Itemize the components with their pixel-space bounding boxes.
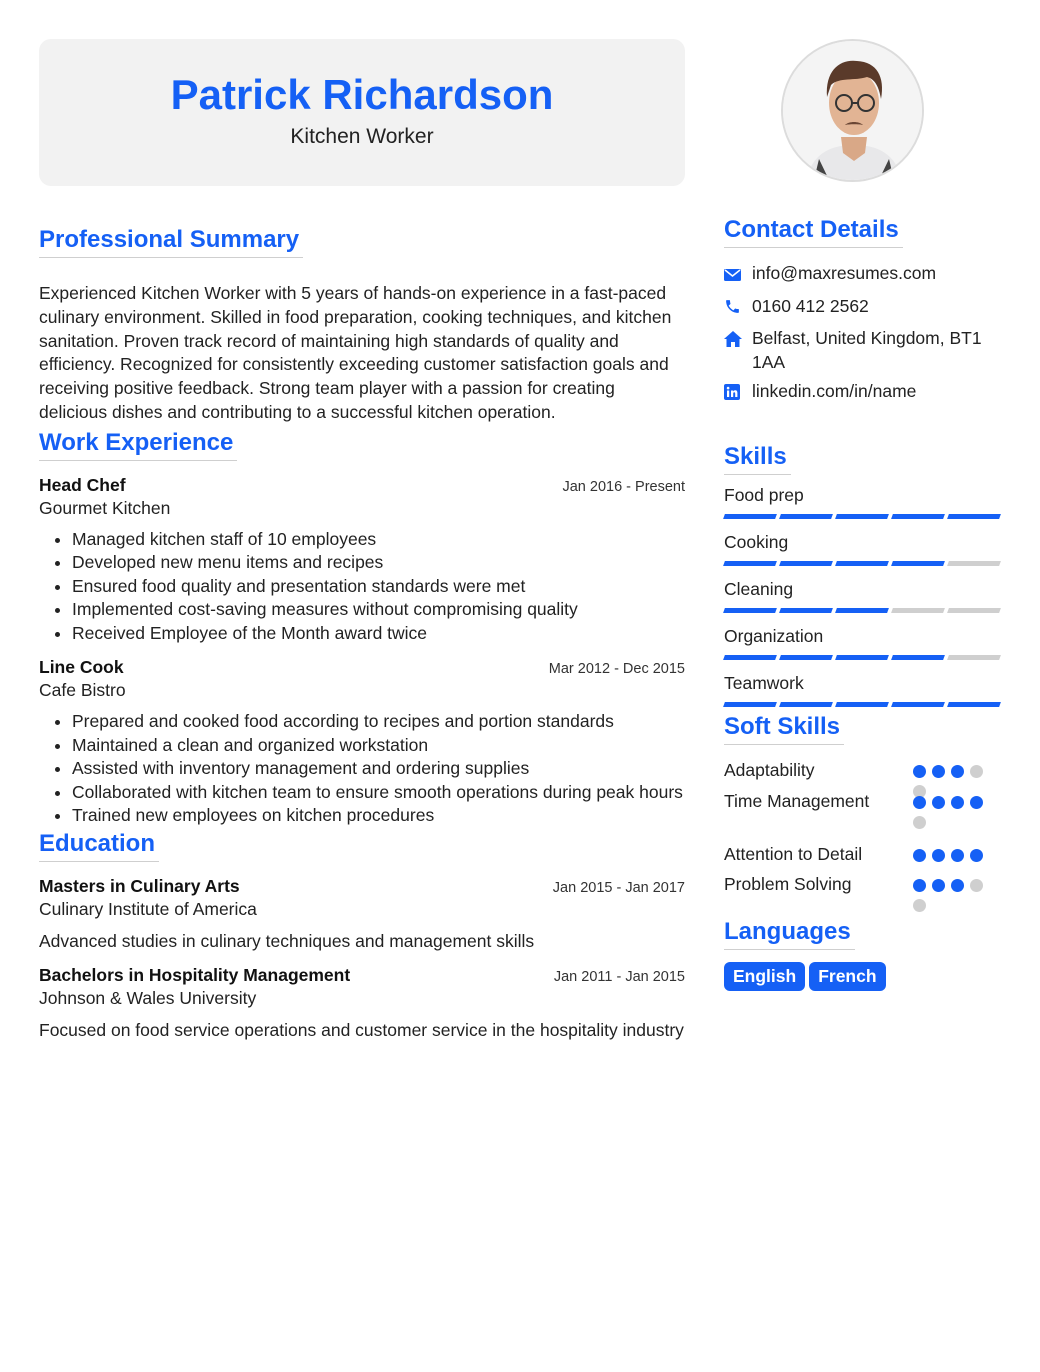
- rating-dot: [970, 796, 983, 809]
- skill-level-bar: [724, 608, 1000, 613]
- rating-dot: [970, 879, 983, 892]
- skill-level-segment: [891, 608, 945, 613]
- job-bullet: • Trained new employees on kitchen procedures: [72, 804, 685, 828]
- soft-skills-list: [724, 760, 1004, 908]
- school: Culinary Institute of America: [39, 898, 257, 919]
- skill-level-segment: [723, 702, 777, 707]
- linkedin-icon: [724, 380, 752, 407]
- soft-skill-item: [724, 874, 1004, 908]
- job-entry: [39, 475, 685, 646]
- skill-level-segment: [779, 514, 833, 519]
- skill-level-bar: [724, 561, 1000, 566]
- languages-list: [724, 962, 1004, 991]
- skill-name: Organization: [724, 625, 824, 646]
- skills-list: [724, 484, 1004, 707]
- contact-email-row: [724, 262, 1004, 289]
- soft-skill-rating: [913, 849, 991, 862]
- rating-dot: [951, 796, 964, 809]
- job-entry: [39, 657, 685, 828]
- skill-level-segment: [723, 561, 777, 566]
- soft-skills-section: [724, 713, 1004, 908]
- soft-skill-rating: [913, 796, 991, 829]
- contact-phone[interactable]: 0160 412 2562: [752, 295, 869, 316]
- skill-level-segment: [779, 561, 833, 566]
- job-bullet: • Ensured food quality and presentation standards were met: [72, 575, 685, 599]
- soft-skill-rating: [913, 879, 991, 912]
- candidate-name: Patrick Richardson: [170, 71, 554, 118]
- education-description: Advanced studies in culinary techniques and management skills: [39, 930, 535, 951]
- job-bullet: • Prepared and cooked food according to recipes and portion standards: [72, 710, 685, 734]
- language-badge: English: [724, 962, 805, 991]
- contact-heading: Contact Details: [724, 216, 903, 248]
- skill-level-segment: [891, 514, 945, 519]
- sidebar-column: [724, 39, 1004, 991]
- summary-heading: Professional Summary: [39, 226, 303, 258]
- job-bullet: • Collaborated with kitchen team to ensure smooth operations during peak hours: [72, 781, 685, 805]
- phone-icon: [724, 295, 752, 322]
- skill-level-segment: [891, 561, 945, 566]
- job-company: Gourmet Kitchen: [39, 497, 171, 518]
- job-bullet: • Managed kitchen staff of 10 employees: [72, 528, 685, 552]
- skill-level-segment: [835, 608, 889, 613]
- skill-level-segment: [835, 561, 889, 566]
- job-bullets: [39, 710, 685, 828]
- skill-level-segment: [723, 655, 777, 660]
- education-entry: [39, 965, 685, 1042]
- job-company: Cafe Bistro: [39, 680, 126, 701]
- rating-dot: [951, 849, 964, 862]
- contact-linkedin[interactable]: linkedin.com/in/name: [752, 381, 917, 401]
- contact-linkedin-row: [724, 380, 1004, 407]
- skill-level-segment: [835, 514, 889, 519]
- degree: Bachelors in Hospitality Management: [39, 964, 351, 985]
- contact-address: Belfast, United Kingdom, BT1 1AA: [752, 328, 982, 372]
- rating-dot: [913, 879, 926, 892]
- skill-level-segment: [947, 561, 1001, 566]
- skill-level-bar: [724, 655, 1000, 660]
- skill-item: [724, 672, 1004, 707]
- avatar-portrait: [783, 41, 924, 182]
- skill-level-segment: [835, 655, 889, 660]
- languages-heading: Languages: [724, 918, 855, 950]
- summary-section: [39, 226, 685, 425]
- rating-dot: [913, 816, 926, 829]
- education-dates: Jan 2015 - Jan 2017: [552, 879, 685, 896]
- job-bullet: • Implemented cost-saving measures without compromising quality: [72, 598, 685, 622]
- skill-level-segment: [947, 655, 1001, 660]
- rating-dot: [951, 765, 964, 778]
- languages-section: [724, 918, 1004, 991]
- contact-address-row: [724, 327, 1004, 374]
- rating-dot: [970, 765, 983, 778]
- skill-item: [724, 578, 1004, 613]
- skill-level-segment: [835, 702, 889, 707]
- summary-text: Experienced Kitchen Worker with 5 years of hands-on experience in a fast-paced culinary environment. Skilled in food preparation, cooking techniques, and kitchen sanitation. Proven track record of maintaining high standards of quality and efficiency. Recognized for consistently exceeding customer satisfaction goals and receiving positive feedback. Strong team player with a passion for creating delicious dishes and contributing to a successful kitchen operation.: [39, 283, 672, 422]
- job-role: Line Cook: [39, 657, 124, 678]
- skill-item: [724, 531, 1004, 566]
- contact-email[interactable]: info@maxresumes.com: [752, 263, 937, 283]
- soft-skill-item: [724, 844, 1004, 874]
- soft-skill-name: Problem Solving: [724, 873, 852, 894]
- experience-section: [39, 429, 685, 828]
- skill-level-segment: [779, 655, 833, 660]
- soft-skill-name: Attention to Detail: [724, 843, 863, 864]
- rating-dot: [913, 765, 926, 778]
- job-dates: Jan 2016 - Present: [562, 478, 685, 495]
- skill-level-segment: [779, 608, 833, 613]
- skill-name: Cooking: [724, 531, 789, 552]
- rating-dot: [932, 849, 945, 862]
- soft-skill-name: Adaptability: [724, 759, 815, 780]
- job-bullet: • Assisted with inventory management and ordering supplies: [72, 757, 685, 781]
- school: Johnson & Wales University: [39, 987, 257, 1008]
- skill-level-segment: [947, 514, 1001, 519]
- skill-level-segment: [947, 608, 1001, 613]
- profile-photo: [781, 39, 924, 182]
- job-bullet: • Maintained a clean and organized workstation: [72, 734, 685, 758]
- skill-name: Teamwork: [724, 672, 804, 693]
- skills-section: [724, 443, 1004, 707]
- language-badge: French: [809, 962, 885, 991]
- skill-name: Cleaning: [724, 578, 794, 599]
- job-bullet: • Developed new menu items and recipes: [72, 551, 685, 575]
- education-section: [39, 830, 685, 1042]
- skills-heading: Skills: [724, 443, 791, 475]
- envelope-icon: [724, 262, 752, 289]
- education-entry: [39, 876, 685, 953]
- skill-name: Food prep: [724, 484, 804, 505]
- job-dates: Mar 2012 - Dec 2015: [548, 661, 685, 678]
- contact-phone-row: [724, 295, 1004, 322]
- skill-level-bar: [724, 514, 1000, 519]
- skill-level-bar: [724, 702, 1000, 707]
- soft-skill-item: [724, 760, 1004, 791]
- home-icon: [724, 327, 752, 354]
- rating-dot: [932, 879, 945, 892]
- job-role: Head Chef: [39, 474, 126, 495]
- rating-dot: [932, 796, 945, 809]
- skill-level-segment: [947, 702, 1001, 707]
- degree: Masters in Culinary Arts: [39, 875, 240, 896]
- job-bullet: • Received Employee of the Month award twice: [72, 622, 685, 646]
- skill-item: [724, 625, 1004, 660]
- contact-section: [724, 216, 1004, 407]
- education-dates: Jan 2011 - Jan 2015: [553, 968, 685, 985]
- rating-dot: [913, 899, 926, 912]
- education-heading: Education: [39, 830, 159, 862]
- main-column: [39, 39, 685, 1042]
- rating-dot: [913, 849, 926, 862]
- resume-header: [39, 39, 685, 186]
- skill-level-segment: [779, 702, 833, 707]
- candidate-title: Kitchen Worker: [290, 125, 434, 148]
- skill-level-segment: [723, 608, 777, 613]
- rating-dot: [951, 879, 964, 892]
- experience-heading: Work Experience: [39, 429, 237, 461]
- rating-dot: [913, 796, 926, 809]
- rating-dot: [932, 765, 945, 778]
- skill-level-segment: [891, 655, 945, 660]
- rating-dot: [970, 849, 983, 862]
- education-description: Focused on food service operations and customer service in the hospitality industry: [39, 1019, 684, 1040]
- skill-item: [724, 484, 1004, 519]
- soft-skill-item: [724, 791, 1004, 844]
- soft-skill-name: Time Management: [724, 790, 870, 811]
- job-bullets: [39, 528, 685, 646]
- skill-level-segment: [891, 702, 945, 707]
- skill-level-segment: [723, 514, 777, 519]
- soft-skills-heading: Soft Skills: [724, 713, 844, 745]
